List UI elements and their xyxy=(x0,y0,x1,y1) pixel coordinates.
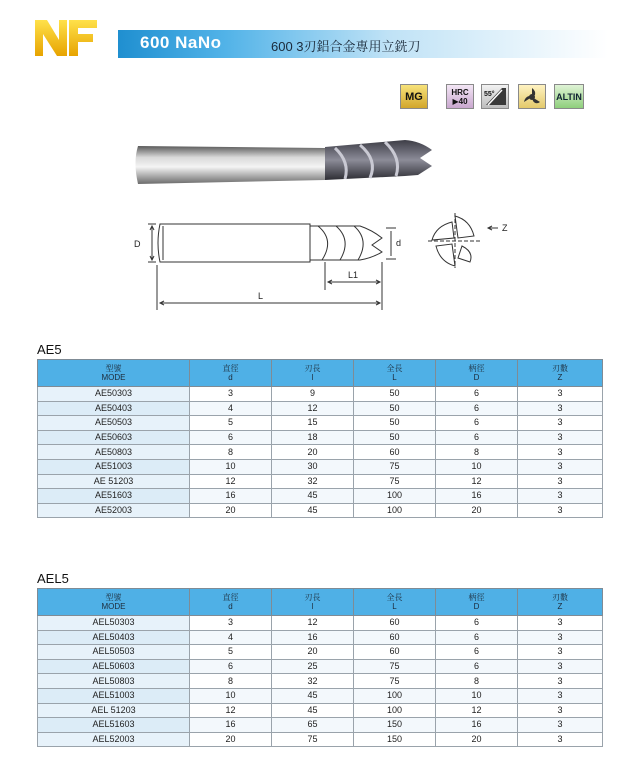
table-row xyxy=(38,616,603,631)
table-cell: 20 xyxy=(272,445,354,460)
table-header-row xyxy=(38,589,603,616)
table-cell: 3 xyxy=(518,387,603,402)
table-row xyxy=(38,703,603,718)
table-cell: 3 xyxy=(518,732,603,747)
col-header-flutes: 刃數 Z xyxy=(518,589,603,616)
table-cell: AEL51003 xyxy=(38,688,190,703)
side-view-drawing xyxy=(148,224,396,310)
hrc-badge-bottom: ▶40 xyxy=(452,96,468,106)
table-cell: AEL50503 xyxy=(38,645,190,660)
table-cell: 6 xyxy=(436,616,518,631)
table-cell: 45 xyxy=(272,688,354,703)
table-cell: 6 xyxy=(436,416,518,431)
table-cell: 100 xyxy=(354,703,436,718)
table-cell: 15 xyxy=(272,416,354,431)
table-cell: 8 xyxy=(190,445,272,460)
table-cell: 6 xyxy=(190,430,272,445)
table-cell: 5 xyxy=(190,416,272,431)
table-cell: 12 xyxy=(272,616,354,631)
table-cell: 9 xyxy=(272,387,354,402)
table-cell: 6 xyxy=(190,659,272,674)
table-cell: 3 xyxy=(518,674,603,689)
product-title: 600 NaNo xyxy=(140,33,222,52)
table-cell: 150 xyxy=(354,732,436,747)
table-cell: 3 xyxy=(518,401,603,416)
table-cell: 60 xyxy=(354,645,436,660)
end-mill-photo xyxy=(136,140,433,184)
table-cell: 16 xyxy=(190,489,272,504)
table-cell: 8 xyxy=(436,674,518,689)
table-cell: 3 xyxy=(518,416,603,431)
header xyxy=(0,0,628,72)
table-cell: 3 xyxy=(518,659,603,674)
table-cell: 60 xyxy=(354,445,436,460)
table-cell: 3 xyxy=(518,489,603,504)
col-header-overall-length: 全長 L xyxy=(354,589,436,616)
table-cell: 100 xyxy=(354,489,436,504)
table-row xyxy=(38,630,603,645)
table-header-row xyxy=(38,360,603,387)
col-header-flute-length: 刃長 l xyxy=(272,360,354,387)
col-header-flutes: 刃數 Z xyxy=(518,360,603,387)
table-cell: 50 xyxy=(354,416,436,431)
col-header-diameter: 直徑 d xyxy=(190,589,272,616)
table-cell: 6 xyxy=(436,387,518,402)
table-cell: 8 xyxy=(190,674,272,689)
table-cell: AEL 51203 xyxy=(38,703,190,718)
table-cell: 45 xyxy=(272,489,354,504)
table-cell: 5 xyxy=(190,645,272,660)
table-cell: 50 xyxy=(354,387,436,402)
table-cell: 12 xyxy=(190,474,272,489)
table-cell: AEL50303 xyxy=(38,616,190,631)
table-cell: 20 xyxy=(436,503,518,518)
table-cell: 32 xyxy=(272,474,354,489)
table-cell: 50 xyxy=(354,430,436,445)
table-row xyxy=(38,474,603,489)
table-cell: 6 xyxy=(436,430,518,445)
table-cell: 12 xyxy=(190,703,272,718)
table-cell: 3 xyxy=(518,474,603,489)
table-cell: AE50803 xyxy=(38,445,190,460)
table-row xyxy=(38,401,603,416)
table-cell: 100 xyxy=(354,688,436,703)
table-cell: 20 xyxy=(190,732,272,747)
table-cell: 10 xyxy=(190,688,272,703)
table-row xyxy=(38,387,603,402)
table-label-ae5: AE5 xyxy=(37,342,62,357)
helix-angle-label: 55° xyxy=(484,91,495,98)
table-cell: 32 xyxy=(272,674,354,689)
table-cell: 50 xyxy=(354,401,436,416)
table-cell: 6 xyxy=(436,659,518,674)
table-cell: 16 xyxy=(436,718,518,733)
table-row xyxy=(38,674,603,689)
col-header-mode: 型號 MODE xyxy=(38,360,190,387)
table-cell: 20 xyxy=(190,503,272,518)
table-cell: AE50503 xyxy=(38,416,190,431)
col-header-mode: 型號 MODE xyxy=(38,589,190,616)
tool-drawings xyxy=(0,120,628,325)
table-cell: AE50303 xyxy=(38,387,190,402)
table-cell: 100 xyxy=(354,503,436,518)
table-cell: 20 xyxy=(272,645,354,660)
table-cell: 3 xyxy=(518,703,603,718)
table-cell: AEL50603 xyxy=(38,659,190,674)
table-cell: 16 xyxy=(272,630,354,645)
dim-D-label: D xyxy=(134,239,141,249)
table-cell: 45 xyxy=(272,503,354,518)
table-cell: AEL50403 xyxy=(38,630,190,645)
table-cell: 12 xyxy=(436,703,518,718)
table-label-ael5: AEL5 xyxy=(37,571,69,586)
table-cell: 3 xyxy=(518,445,603,460)
table-body xyxy=(38,616,603,747)
table-cell: 75 xyxy=(354,474,436,489)
hrc-badge-top: HRC xyxy=(451,87,469,97)
table-cell: 60 xyxy=(354,630,436,645)
table-cell: 16 xyxy=(190,718,272,733)
table-row xyxy=(38,718,603,733)
three-flute-icon xyxy=(518,84,546,109)
table-cell: 3 xyxy=(518,459,603,474)
table-cell: 6 xyxy=(436,630,518,645)
table-cell: 3 xyxy=(518,718,603,733)
table-cell: AE 51203 xyxy=(38,474,190,489)
table-cell: 8 xyxy=(436,445,518,460)
table-cell: 4 xyxy=(190,401,272,416)
table-row xyxy=(38,645,603,660)
end-view-drawing xyxy=(428,213,498,268)
table-row xyxy=(38,416,603,431)
table-cell: 10 xyxy=(190,459,272,474)
table-cell: AEL50803 xyxy=(38,674,190,689)
table-cell: 12 xyxy=(272,401,354,416)
product-subtitle: 600 3刃鋁合金專用立銑刀 xyxy=(271,39,421,54)
table-cell: AE51003 xyxy=(38,459,190,474)
mg-badge: MG xyxy=(400,84,428,109)
table-cell: 25 xyxy=(272,659,354,674)
table-cell: AEL51603 xyxy=(38,718,190,733)
dim-d-label: d xyxy=(396,238,402,248)
col-header-shank-diameter: 柄徑 D xyxy=(436,589,518,616)
table-row xyxy=(38,459,603,474)
dim-Z-label: Z xyxy=(502,223,508,233)
table-row xyxy=(38,659,603,674)
table-cell: 65 xyxy=(272,718,354,733)
table-cell: 3 xyxy=(518,616,603,631)
table-cell: 6 xyxy=(436,645,518,660)
table-cell: 45 xyxy=(272,703,354,718)
table-cell: 3 xyxy=(190,616,272,631)
table-cell: AE50403 xyxy=(38,401,190,416)
table-row xyxy=(38,688,603,703)
altin-coating-badge: ALTIN xyxy=(554,84,584,109)
table-cell: 3 xyxy=(518,645,603,660)
table-cell: 4 xyxy=(190,630,272,645)
table-cell: 3 xyxy=(518,688,603,703)
nf-logo xyxy=(33,14,99,58)
table-cell: 6 xyxy=(436,401,518,416)
dim-L1-label: L1 xyxy=(348,270,359,280)
table-cell: 3 xyxy=(190,387,272,402)
spec-table-ae5 xyxy=(37,359,603,518)
table-row xyxy=(38,430,603,445)
dim-L-label: L xyxy=(258,291,264,301)
table-cell: 3 xyxy=(518,503,603,518)
col-header-shank-diameter: 柄徑 D xyxy=(436,360,518,387)
table-cell: AEL52003 xyxy=(38,732,190,747)
col-header-flute-length: 刃長 l xyxy=(272,589,354,616)
table-cell: 60 xyxy=(354,616,436,631)
table-cell: 3 xyxy=(518,430,603,445)
table-cell: 75 xyxy=(354,459,436,474)
table-row xyxy=(38,489,603,504)
table-row xyxy=(38,732,603,747)
table-cell: 75 xyxy=(354,659,436,674)
table-cell: 150 xyxy=(354,718,436,733)
table-cell: 10 xyxy=(436,459,518,474)
table-row xyxy=(38,445,603,460)
table-cell: 75 xyxy=(354,674,436,689)
col-header-overall-length: 全長 L xyxy=(354,360,436,387)
table-cell: AE50603 xyxy=(38,430,190,445)
table-cell: 12 xyxy=(436,474,518,489)
table-cell: 16 xyxy=(436,489,518,504)
table-body xyxy=(38,387,603,518)
table-cell: AE51603 xyxy=(38,489,190,504)
table-cell: 18 xyxy=(272,430,354,445)
table-cell: 20 xyxy=(436,732,518,747)
table-cell: 10 xyxy=(436,688,518,703)
table-cell: 3 xyxy=(518,630,603,645)
col-header-diameter: 直徑 d xyxy=(190,360,272,387)
table-row xyxy=(38,503,603,518)
hrc-badge xyxy=(446,84,474,109)
table-cell: AE52003 xyxy=(38,503,190,518)
spec-table-ael5 xyxy=(37,588,603,747)
table-cell: 75 xyxy=(272,732,354,747)
table-cell: 30 xyxy=(272,459,354,474)
helix-angle-icon xyxy=(481,84,509,109)
